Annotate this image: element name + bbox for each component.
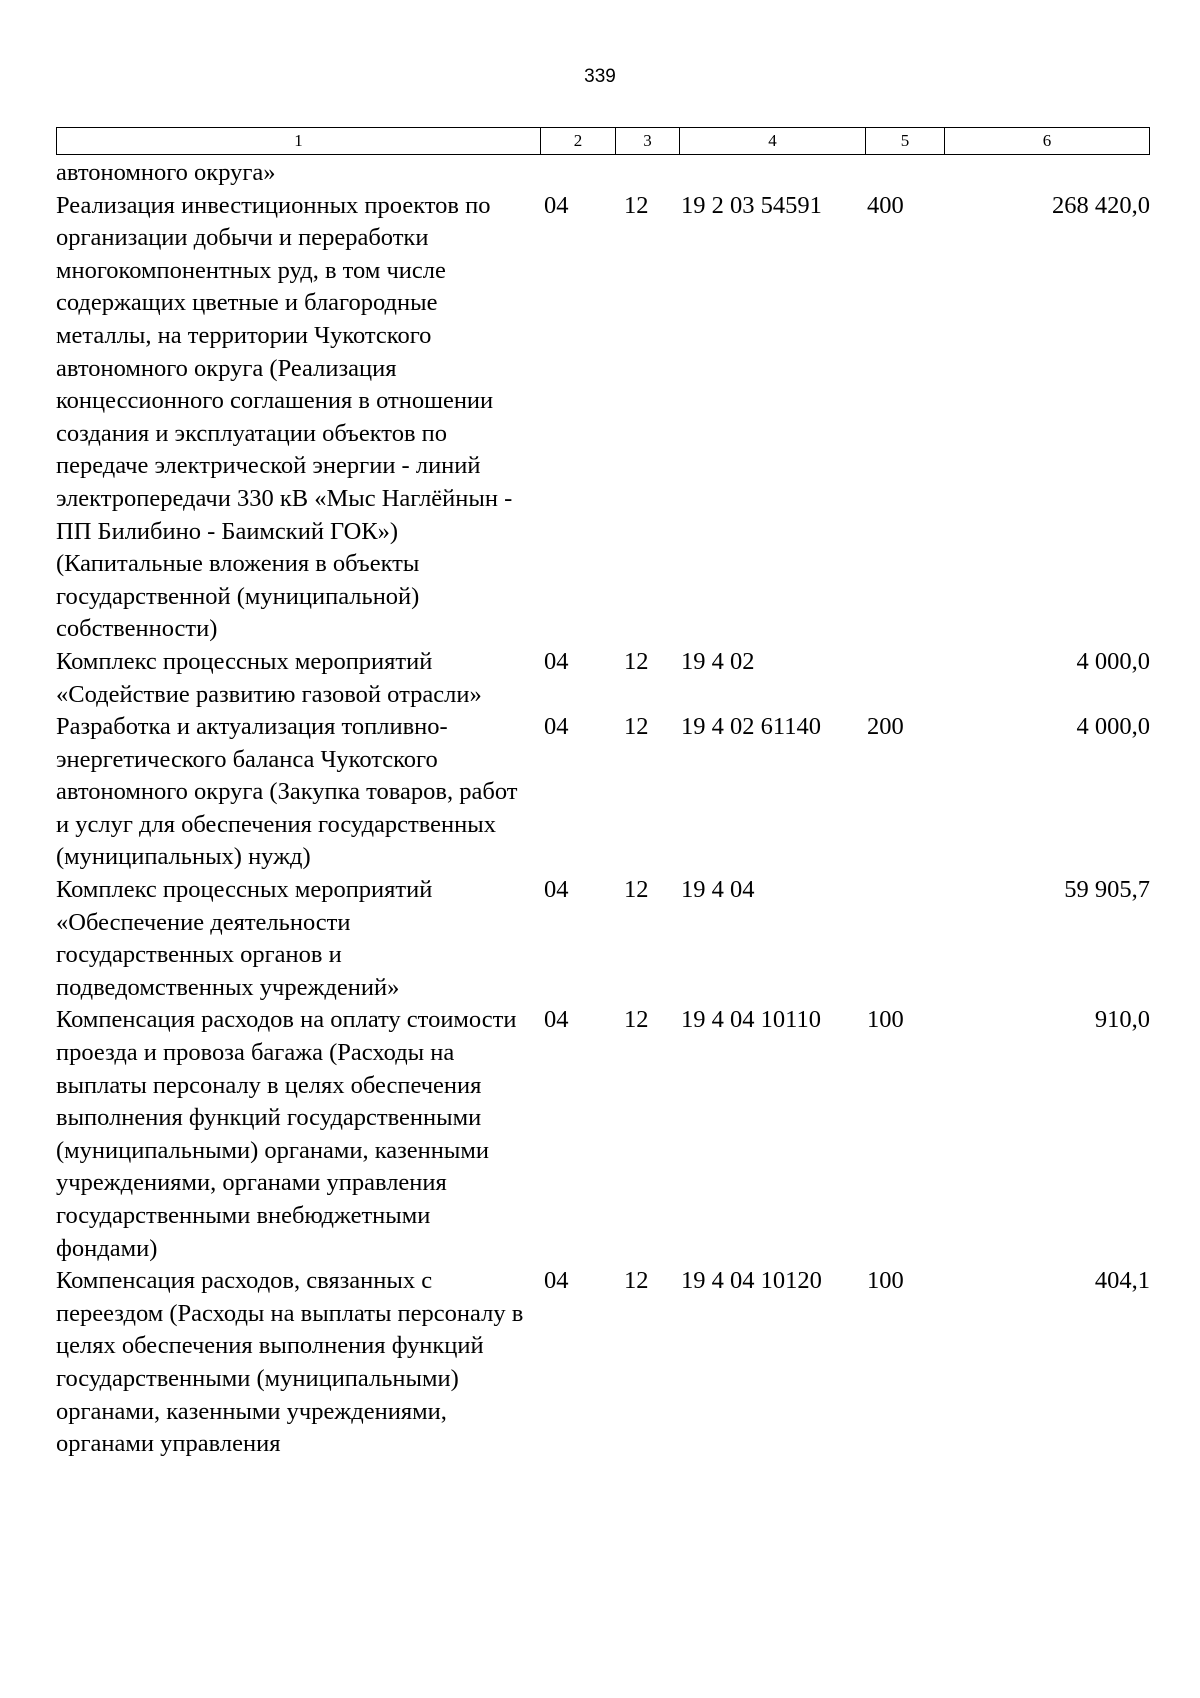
row-amount: 4 000,0 xyxy=(1076,713,1150,741)
row-target-code: 19 4 02 xyxy=(681,647,755,675)
row-name: Компенсация расходов, связанных с переездом (Расходы на выплаты персоналу в целях обеспечения выполнения функций государственными (муниципальными) органами, казенными учреждениями, органами управления xyxy=(56,1267,524,1458)
row-name: автономного округа» xyxy=(56,159,276,186)
row-expense-type: 400 xyxy=(867,191,904,219)
table-row xyxy=(56,1004,1150,1265)
row-subsection: 12 xyxy=(624,647,649,675)
row-section: 04 xyxy=(544,1267,569,1295)
row-expense-type xyxy=(865,157,944,190)
row-name: Комплекс процессных мероприятий «Обеспечение деятельности государственных органов и подведомственных учреждений» xyxy=(56,876,433,1001)
table-row xyxy=(56,646,1150,711)
row-amount xyxy=(944,157,1150,190)
row-subsection: 12 xyxy=(624,876,649,904)
row-target-code: 19 2 03 54591 xyxy=(681,191,822,219)
col-2-header: 2 xyxy=(541,128,616,155)
row-target-code: 19 4 04 10110 xyxy=(681,1006,821,1034)
page-number: 339 xyxy=(584,66,616,87)
table-row xyxy=(56,711,1150,874)
row-name: Разработка и актуализация топливно-энергетического баланса Чукотского автономного округа (Закупка товаров, работ и услуг для обеспечения государственных (муниципальных) нужд) xyxy=(56,713,518,871)
row-amount: 910,0 xyxy=(1094,1006,1150,1034)
row-section: 04 xyxy=(544,713,569,741)
col-4-header: 4 xyxy=(680,128,866,155)
row-section: 04 xyxy=(544,1006,569,1034)
row-target-code: 19 4 04 10120 xyxy=(681,1267,822,1295)
row-target-code: 19 4 02 61140 xyxy=(681,713,821,741)
table-row xyxy=(56,190,1150,646)
table-row xyxy=(56,157,1150,190)
col-1-header: 1 xyxy=(57,128,541,155)
table-row xyxy=(56,1265,1150,1461)
row-name: Компенсация расходов на оплату стоимости проезда и провоза багажа (Расходы на выплаты персоналу в целях обеспечения выполнения функций государственными (муниципальными) органами, казенными учреждениями, органами управления государственными внебюджетными фондами) xyxy=(56,1006,517,1262)
col-6-header: 6 xyxy=(945,128,1150,155)
row-target-code xyxy=(679,157,865,190)
row-subsection: 12 xyxy=(624,191,649,219)
row-subsection: 12 xyxy=(624,713,649,741)
row-subsection: 12 xyxy=(624,1006,649,1034)
budget-table xyxy=(56,157,1150,1461)
row-expense-type xyxy=(865,874,944,1004)
row-expense-type: 200 xyxy=(867,713,904,741)
row-amount: 59 905,7 xyxy=(1064,876,1150,904)
row-section: 04 xyxy=(544,647,569,675)
row-amount: 404,1 xyxy=(1094,1267,1150,1295)
col-3-header: 3 xyxy=(616,128,680,155)
row-section: 04 xyxy=(544,876,569,904)
table-row xyxy=(56,874,1150,1004)
row-subsection xyxy=(615,157,679,190)
col-5-header: 5 xyxy=(866,128,945,155)
row-expense-type: 100 xyxy=(867,1006,904,1034)
row-name: Реализация инвестиционных проектов по организации добычи и переработки многокомпонентных руд, в том числе содержащих цветные и благородные металлы, на территории Чукотского автономного округа (Реализация концессионного соглашения в отношении создания и эксплуатации объектов по передаче электрической энергии - линий электропередачи 330 кВ «Мыс Наглёйнын - ПП Билибино - Баимский ГОК») (Капитальные вложения в объекты государственной (муниципальной) собственности) xyxy=(56,191,513,643)
column-number-header xyxy=(56,127,1150,155)
row-target-code: 19 4 04 xyxy=(681,876,755,904)
row-amount: 4 000,0 xyxy=(1076,647,1150,675)
row-expense-type: 100 xyxy=(867,1267,904,1295)
header-row xyxy=(57,128,1150,155)
row-section xyxy=(540,157,615,190)
row-amount: 268 420,0 xyxy=(1052,191,1150,219)
row-section: 04 xyxy=(544,191,569,219)
row-name: Комплекс процессных мероприятий «Содействие развитию газовой отрасли» xyxy=(56,647,482,708)
row-expense-type xyxy=(865,646,944,711)
row-subsection: 12 xyxy=(624,1267,649,1295)
